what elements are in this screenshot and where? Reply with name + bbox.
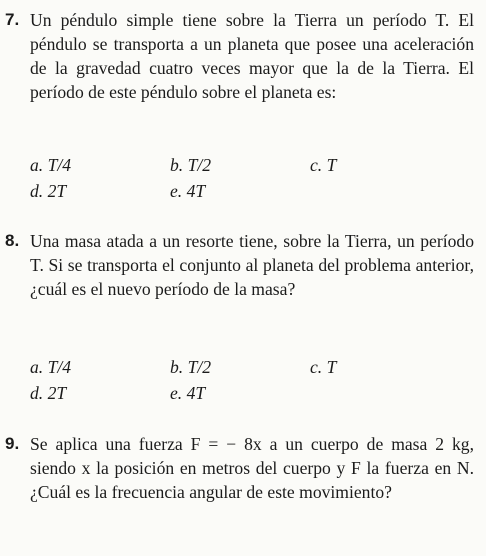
option-label: e. bbox=[170, 383, 183, 403]
option-label: d. bbox=[30, 181, 44, 201]
option-value: 4T bbox=[186, 383, 206, 403]
option-value: 2T bbox=[47, 181, 67, 201]
question-number: 9. bbox=[5, 434, 20, 453]
option-label: d. bbox=[30, 383, 44, 403]
option-e bbox=[170, 179, 205, 203]
option-e bbox=[170, 381, 205, 405]
option-value: T/4 bbox=[47, 357, 72, 377]
question-text: Se aplica una fuerza F = − 8x a un cuerpo de masa 2 kg, siendo x la posición en metros del cuerpo y F la fuerza en N. ¿Cuál es la frecuencia angular de este movimiento? bbox=[30, 434, 474, 502]
option-label: b. bbox=[170, 357, 184, 377]
option-value: T/2 bbox=[187, 155, 212, 175]
option-label: a. bbox=[30, 357, 44, 377]
option-label: c. bbox=[310, 155, 323, 175]
option-value: T bbox=[326, 357, 337, 377]
option-label: e. bbox=[170, 181, 183, 201]
option-value: T/4 bbox=[47, 155, 72, 175]
question-number: 8. bbox=[5, 231, 20, 250]
option-value: 4T bbox=[186, 181, 206, 201]
option-d bbox=[30, 179, 66, 203]
option-c bbox=[310, 355, 336, 379]
question-text: Un péndulo simple tiene sobre la Tierra un período T. El péndulo se transporta a un planeta que posee una aceleración de la gravedad cuatro veces mayor que la de la Tierra. El período de este péndulo sobre el planeta es: bbox=[30, 10, 474, 102]
question-text: Una masa atada a un resorte tiene, sobre la Tierra, un período T. Si se transporta el conjunto al planeta del problema anterior, ¿cuál es el nuevo período de la masa? bbox=[30, 231, 474, 299]
question-number: 7. bbox=[5, 10, 20, 29]
option-value: T bbox=[326, 155, 337, 175]
option-a bbox=[30, 153, 71, 177]
option-b bbox=[170, 355, 211, 379]
option-d bbox=[30, 381, 66, 405]
option-label: b. bbox=[170, 155, 184, 175]
option-b bbox=[170, 153, 211, 177]
option-a bbox=[30, 355, 71, 379]
option-value: 2T bbox=[47, 383, 67, 403]
option-label: a. bbox=[30, 155, 44, 175]
option-label: c. bbox=[310, 357, 323, 377]
option-value: T/2 bbox=[187, 357, 212, 377]
option-c bbox=[310, 153, 336, 177]
